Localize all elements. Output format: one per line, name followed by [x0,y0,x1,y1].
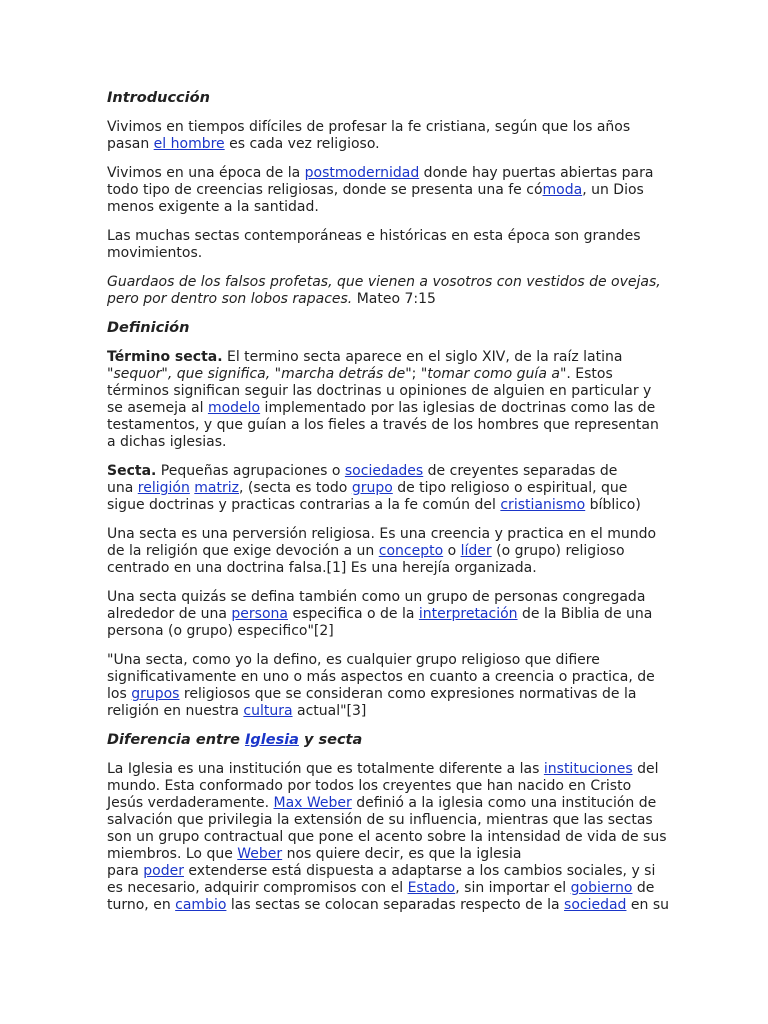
text-fragment: "; " [405,366,428,382]
link-instituciones[interactable]: instituciones [543,761,633,777]
text-line [107,136,667,153]
text-line: a dichas iglesias. [107,434,227,450]
text-fragment: El termino secta aparece en el siglo XIV, de la raíz latina [222,349,623,365]
text-fragment: religiosos que se consideran como expresiones normativas de la [179,686,637,702]
text-fragment: religión en nuestra [107,703,244,719]
term-label: Secta. [107,463,157,479]
text-fragment: de la Biblia de una [517,606,653,622]
text-line: movimientos. [107,245,203,261]
link-weber[interactable]: Weber [237,846,283,862]
link-moda[interactable]: moda [542,182,583,198]
text-line [107,686,667,703]
text-line: salvación que privilegia la extensión de su influencia, mientras que las sectas [107,812,653,828]
link-cultura[interactable]: cultura [243,703,293,719]
text-fragment: los [107,686,132,702]
term-label: Término secta. [107,349,223,365]
italic-fragment: "sequor", que significa, [107,366,271,382]
text-fragment: ". Estos [559,366,613,382]
text-fragment: de creyentes separadas de [423,463,618,479]
text-line [107,366,667,383]
heading-text: Introducción [107,90,210,106]
text-fragment: especifica o de la [288,606,419,622]
paragraph-perversion [107,526,667,577]
text-fragment: de la religión que exige devoción a un [107,543,379,559]
text-line [107,165,667,182]
text-fragment: alrededor de una [107,606,232,622]
text-line: mundo. Esta conformado por todos los creyentes que han nacido en Cristo [107,778,632,794]
text-fragment: Pequeñas agrupaciones o [156,463,345,479]
link-gobierno[interactable]: gobierno [570,880,633,896]
text-fragment: , sin importar el [455,880,571,896]
text-fragment: sigue doctrinas y practicas contrarias a la fe común del [107,497,501,513]
text-line [107,543,667,560]
text-fragment: La Iglesia es una institución que es totalmente diferente a las [107,761,544,777]
text-line [107,606,667,623]
link-lider[interactable]: líder [460,543,492,559]
citation: Mateo 7:15 [352,291,436,307]
text-line [107,846,667,863]
text-fragment: es necesario, adquirir compromisos con el [107,880,408,896]
link-grupos[interactable]: grupos [131,686,180,702]
text-line: "Una secta, como yo la defino, es cualquier grupo religioso que difiere [107,652,600,668]
text-fragment: es cada vez religioso. [224,136,380,152]
text-fragment: las sectas se colocan separadas respecto de la [226,897,565,913]
text-fragment: extenderse está dispuesta a adaptarse a los cambios sociales, y si [183,863,656,879]
text-fragment: de tipo religioso o espiritual, que [392,480,628,496]
heading-introduccion [107,90,667,107]
link-persona[interactable]: persona [231,606,288,622]
paragraph-3 [107,228,667,262]
text-line [107,897,670,914]
text-line [107,795,667,812]
link-estado[interactable]: Estado [407,880,456,896]
text-line [107,497,667,514]
text-fragment: " [270,366,282,382]
text-fragment: bíblico) [585,497,641,513]
link-el-hombre[interactable]: el hombre [153,136,225,152]
text-line: menos exigente a la santidad. [107,199,319,215]
text-line [107,182,667,199]
text-fragment: Vivimos en una época de la [107,165,305,181]
link-cambio[interactable]: cambio [175,897,227,913]
text-fragment: turno, en [107,897,176,913]
italic-fragment: tomar como guía a [427,366,560,382]
text-fragment: actual"[3] [292,703,367,719]
italic-fragment: marcha detrás de [281,366,406,382]
text-fragment: en su [626,897,670,913]
link-poder[interactable]: poder [143,863,184,879]
text-fragment: , (secta es todo [239,480,352,496]
text-fragment: del [632,761,659,777]
link-matriz[interactable]: matriz [194,480,239,496]
text-line: persona (o grupo) especifico"[2] [107,623,334,639]
text-line: Vivimos en tiempos difíciles de profesar la fe cristiana, según que los años [107,119,631,135]
quote-fragment: pero por dentro son lobos rapaces. [107,291,353,307]
text-line: testamentos, y que guían a los fieles a través de los hombres que representan [107,417,659,433]
text-fragment: , un Dios [582,182,644,198]
text-line [107,480,667,497]
text-fragment: para [107,863,144,879]
text-line: Una secta quizás se defina también como un grupo de personas congregada [107,589,646,605]
link-sociedades[interactable]: sociedades [344,463,424,479]
text-line [107,761,667,778]
text-fragment: de [632,880,655,896]
paragraph-2 [107,165,667,216]
text-line [107,703,667,720]
text-fragment: implementado por las iglesias de doctrinas como las de [260,400,656,416]
text-fragment: Jesús verdaderamente. [107,795,274,811]
text-line: son un grupo contractual que pone el acento sobre la intensidad de vida de sus [107,829,667,845]
text-line [107,880,667,897]
text-fragment: una [107,480,138,496]
paragraph-1 [107,119,667,153]
text-line [107,463,667,480]
text-line [107,863,667,880]
paragraph-grupo-personas [107,589,667,640]
text-line [107,349,667,366]
link-grupo[interactable]: grupo [351,480,393,496]
quote-line: Guardaos de los falsos profetas, que vienen a vosotros con vestidos de ovejas, [107,274,661,290]
text-fragment: miembros. Lo que [107,846,238,862]
text-fragment: nos quiere decir, es que la iglesia [282,846,522,862]
link-postmodernidad[interactable]: postmodernidad [304,165,420,181]
link-modelo[interactable]: modelo [207,400,261,416]
text-fragment: donde hay puertas abiertas para [419,165,654,181]
link-sociedad[interactable]: sociedad [564,897,627,913]
text-fragment: se asemeja al [107,400,208,416]
link-concepto[interactable]: concepto [378,543,444,559]
text-fragment: todo tipo de creencias religiosas, donde se presenta una fe có [107,182,543,198]
text-line: significativamente en uno o más aspectos en cuanto a creencia o practica, de [107,669,655,685]
heading-diferencia [107,732,667,749]
paragraph-iglesia [107,761,670,914]
heading-text: y secta [298,732,363,748]
paragraph-cita [107,652,667,720]
text-line: Las muchas sectas contemporáneas e históricas en esta época son grandes [107,228,641,244]
link-religion[interactable]: religión [137,480,190,496]
quote-mateo [107,274,667,308]
text-fragment: (o grupo) religioso [491,543,625,559]
paragraph-termino-secta [107,349,667,451]
text-line: términos significan seguir las doctrinas u opiniones de alguien en particular y [107,383,652,399]
heading-text: Definición [107,320,190,336]
link-interpretacion[interactable]: interpretación [418,606,518,622]
text-fragment: definió a la iglesia como una institución de [351,795,657,811]
link-cristianismo[interactable]: cristianismo [500,497,586,513]
paragraph-secta [107,463,667,514]
text-line [107,400,667,417]
text-line: Una secta es una perversión religiosa. Es una creencia y practica en el mundo [107,526,657,542]
text-fragment: pasan [107,136,154,152]
text-fragment: o [443,543,461,559]
text-line [107,291,667,308]
link-iglesia[interactable]: Iglesia [244,732,299,748]
text-line: centrado en una doctrina falsa.[1] Es una herejía organizada. [107,560,537,576]
heading-definicion [107,320,667,337]
heading-text: Diferencia entre [107,732,245,748]
link-max-weber[interactable]: Max Weber [273,795,352,811]
document-body [107,90,670,926]
